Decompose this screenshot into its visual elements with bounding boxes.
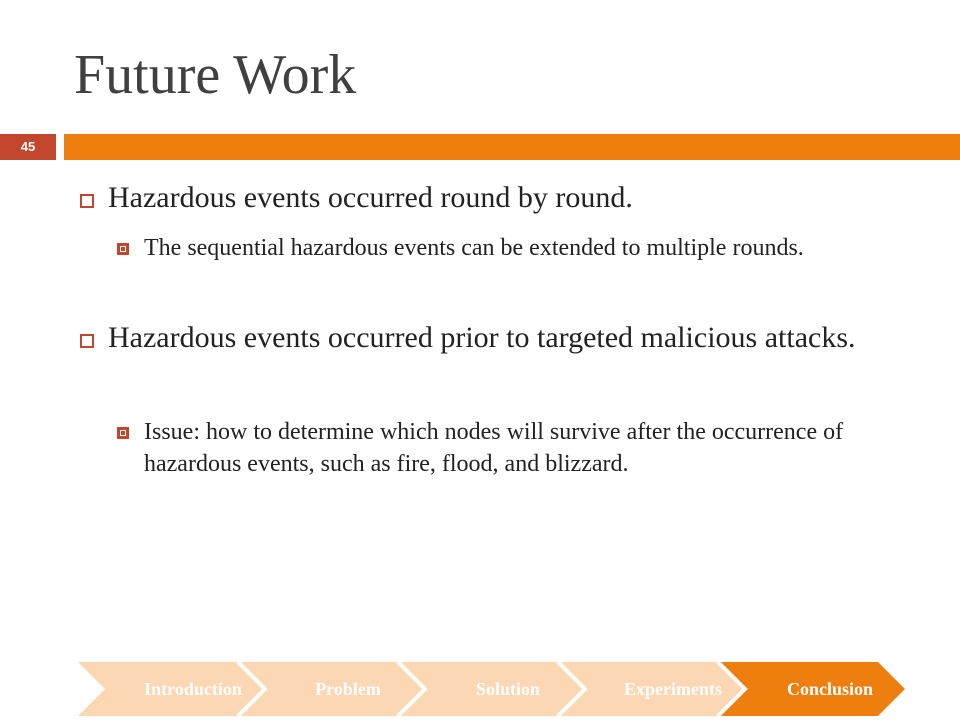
section-progress-nav xyxy=(78,662,908,716)
nav-step-introduction[interactable]: Introduction xyxy=(144,679,242,699)
bullet-text: Hazardous events occurred round by round. xyxy=(108,181,633,214)
nav-step-experiments[interactable]: Experiments xyxy=(624,679,722,699)
bullet-level2 xyxy=(144,416,904,480)
bullet-level1 xyxy=(108,180,908,216)
bullet-text: Issue: how to determine which nodes will survive after the occurrence of hazardous events, such as fire, flood, and blizzard. xyxy=(144,419,844,477)
bullet-text: Hazardous events occurred prior to targeted malicious attacks. xyxy=(108,321,856,354)
filled-square-bullet-icon xyxy=(117,243,129,255)
nav-step-conclusion[interactable]: Conclusion xyxy=(786,679,874,699)
bullet-level2 xyxy=(144,232,904,264)
slide-number: 45 xyxy=(0,134,56,160)
hollow-square-bullet-icon xyxy=(80,334,94,348)
bullet-level1 xyxy=(108,320,908,356)
bullet-text: The sequential hazardous events can be extended to multiple rounds. xyxy=(144,235,804,261)
nav-step-problem[interactable]: Problem xyxy=(315,679,381,699)
nav-step-solution[interactable]: Solution xyxy=(475,679,541,699)
hollow-square-bullet-icon xyxy=(80,194,94,208)
filled-square-bullet-icon xyxy=(117,427,129,439)
slide-title: Future Work xyxy=(74,44,357,106)
title-divider-bar xyxy=(64,134,960,160)
